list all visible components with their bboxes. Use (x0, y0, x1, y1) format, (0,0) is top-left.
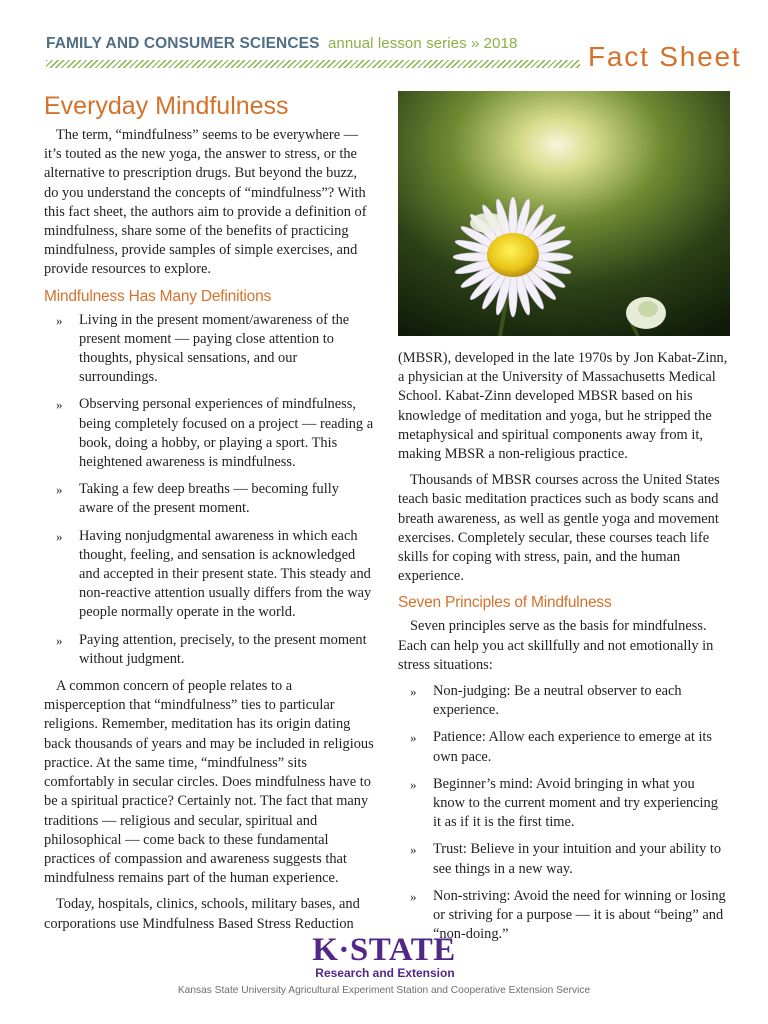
list-item: » Non-judging: Be a neutral observer to each experience. (410, 683, 682, 719)
section-heading-definitions: Mindfulness Has Many Definitions (44, 287, 272, 305)
list-item: » Trust: Believe in your intuition and your ability to see things in a new way. (410, 841, 722, 877)
bullet-mark: » (56, 632, 63, 648)
department-name: FAMILY AND CONSUMER SCIENCES (46, 35, 320, 52)
bullet-mark: » (56, 528, 63, 544)
intro-paragraph: The term, “mindfulness” seems to be everywhere — it’s touted as the new yoga, the answer to stress, or the alternative to prescription drugs. But beyond the buzz, do you understand the concepts of “mindfulness”? With this fact sheet, the authors aim to provide a definition of mindfulness, share some of the benefits of practicing mindfulness, provide samples of simple exercises, and provide resources to explore. (44, 127, 367, 278)
principles-list (398, 682, 728, 944)
footer-credit: Kansas State University Agricultural Experiment Station and Cooperative Extension Service (177, 985, 591, 996)
kstate-logo (0, 934, 768, 980)
bullet-mark: » (410, 776, 417, 792)
header-series-line (46, 35, 517, 53)
bullet-mark: » (56, 397, 63, 413)
list-item: » Observing personal experiences of mindfulness, being completely focused on a project — reading a book, doing a hobby, or playing a sport. This heightened awareness is mindfulness. (56, 396, 374, 471)
bullet-mark: » (410, 888, 417, 904)
definitions-list (44, 311, 374, 669)
section-heading-principles: Seven Principles of Mindfulness (398, 594, 612, 612)
today-paragraph: Today, hospitals, clinics, schools, military bases, and corporations use Mindfulness Based Stress Reduction (44, 896, 360, 932)
header-hatch-rule (46, 60, 580, 68)
list-item: » Living in the present moment/awareness of the present moment — paying close attention to thoughts, physical sensations, and our surroundings. (56, 311, 350, 386)
list-item: » Paying attention, precisely, to the present moment without judgment. (56, 631, 367, 667)
daisy-flower-photo (398, 91, 730, 336)
list-item: » Beginner’s mind: Avoid bringing in what you know to the current moment and try experiencing it as if it is the first time. (410, 775, 718, 831)
concern-paragraph: A common concern of people relates to a misperception that “mindfulness” ties to particular religions. Remember, meditation has its origin dating back thousands of years and may be included in religious practice. At the same time, “mindfulness” sits comfortably in secular circles. Does mindfulness have to be a spiritual practice? Certainly not. The fact that many traditions — religious and secular, spiritual and philosophical — come back to these fundamental practices of compassion and awareness suggests that mindfulness remains part of the human experience. (44, 678, 374, 887)
courses-paragraph: Thousands of MBSR courses across the United States teach basic meditation practices such as body scans and breath awareness, as well as gentle yoga and movement exercises. Completely secular, these courses teach life skills for coping with stress, pain, and the human experience. (398, 472, 720, 585)
bullet-mark: » (410, 842, 417, 858)
page-title: Everyday Mindfulness (44, 92, 289, 120)
bullet-mark: » (410, 684, 417, 700)
list-item: » Patience: Allow each experience to emerge at its own pace. (410, 729, 713, 765)
doc-type-label: Fact Sheet (588, 41, 742, 72)
list-item: » Non-striving: Avoid the need for winning or losing or striving for a purpose — it is about “being” and “non-doing.” (410, 887, 726, 943)
research-extension-label: Research and Extension (315, 966, 455, 980)
bullet-mark: » (410, 730, 417, 746)
bullet-mark: » (56, 482, 63, 498)
list-item: » Taking a few deep breaths — becoming fully aware of the present moment. (56, 481, 339, 517)
seven-principles-paragraph: Seven principles serve as the basis for mindfulness. Each can help you act skillfully and not emotionally in stress situations: (398, 618, 714, 673)
bullet-mark: » (56, 312, 63, 328)
right-column (398, 349, 728, 952)
list-item: » Having nonjudgmental awareness in which each thought, feeling, and sensation is acknowledged and accepted in their present state. This steady and non-reactive attention usually differs from the way people normally operate in the world. (56, 527, 372, 621)
mbsr-paragraph: (MBSR), developed in the late 1970s by Jon Kabat-Zinn, a physician at the University of Massachusetts Medical School. Kabat-Zinn developed MBSR based on his knowledge of meditation and yoga, but he stripped the metaphysical and spiritual components away from it, making MBSR a non-religious practice. (398, 350, 728, 463)
left-column (44, 126, 374, 941)
series-name: annual lesson series » 2018 (327, 35, 518, 52)
kstate-wordmark: K·STATE (312, 932, 456, 968)
